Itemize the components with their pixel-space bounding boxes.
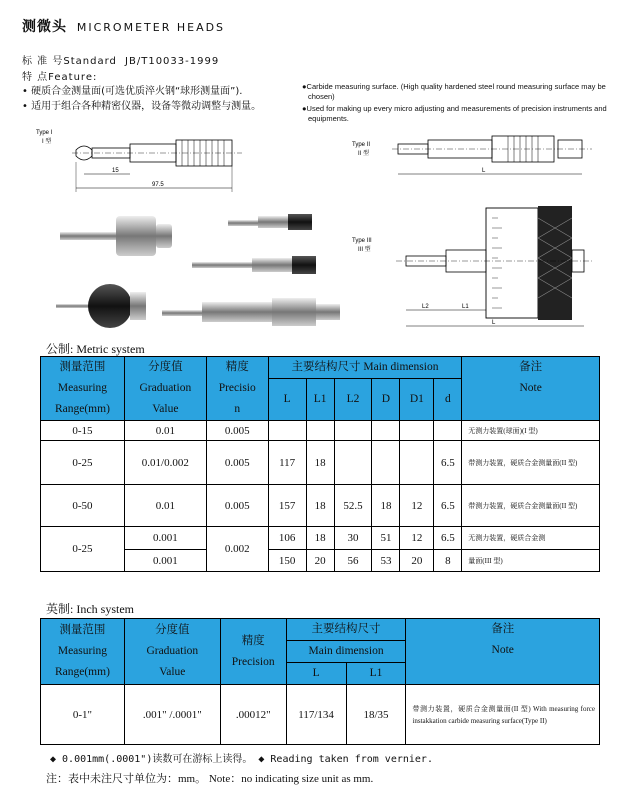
header-prec-en: Precision: [231, 655, 275, 668]
footnote-unit: 注：表中未注尺寸单位为：mm。 Note：no indicating size unit as mm.: [46, 773, 374, 785]
header-grad-en1: Graduation: [146, 645, 199, 657]
page-title: [22, 16, 225, 36]
cell-range: 0-25: [41, 527, 125, 572]
cell-grad: 0.001: [124, 527, 206, 550]
cell-note: 带测力装置，硬质合金测量面(II 型): [462, 485, 600, 527]
inch-subheader-l: L: [286, 663, 346, 685]
type2-drawing: [352, 128, 602, 188]
header-range-cn: 测量范围: [59, 361, 106, 373]
cell-d1: 12: [400, 527, 434, 550]
header-note-en: Note: [491, 644, 514, 656]
cell-prec: 0.002: [206, 527, 268, 572]
cell-d-small: 6.5: [434, 485, 462, 527]
cell-note: 带测力装置，硬质合金测量面(II 型): [462, 441, 600, 485]
cell-l: 157: [268, 485, 306, 527]
type3-dim-l2: L2: [422, 304, 429, 310]
type2-cn: II 型: [358, 151, 370, 157]
header-grad-en1: Graduation: [139, 382, 192, 394]
cell-d: 18: [372, 485, 400, 527]
metric-header-dim: 主要结构尺寸 Main dimension: [268, 357, 462, 379]
header-note-en: Note: [519, 382, 542, 394]
product-photos: [52, 210, 352, 335]
inch-header-range: [41, 619, 125, 685]
metric-caption: 公制: Metric system: [46, 342, 145, 356]
cell-note: 带测力装置，硬质合金测量面(II 型) With measuring force instakkation carbide measuring surface(Type II): [406, 685, 600, 745]
cell-d1: 20: [400, 550, 434, 572]
header-prec-cn: 精度: [241, 634, 265, 647]
metric-subheader-d-small: d: [434, 379, 462, 421]
standard-label: 标 准 号Standard: [22, 56, 117, 67]
features-cn-list: [22, 84, 261, 114]
header-prec-en2: n: [234, 403, 241, 415]
header-prec-cn: 精度: [225, 361, 249, 373]
header-grad-cn: 分度值: [148, 361, 183, 373]
header-range-en1: Measuring: [57, 645, 108, 657]
standard-value: JB/T10033-1999: [125, 56, 220, 67]
header-note-cn: 备注: [519, 361, 543, 373]
header-prec-en1: Precisio: [218, 382, 256, 394]
cell-l2: [334, 421, 372, 441]
metric-subheader-d: D: [372, 379, 400, 421]
table-row: [41, 550, 600, 572]
cell-l: 106: [268, 527, 306, 550]
cell-range: 0-15: [41, 421, 125, 441]
cell-l: 117/134: [286, 685, 346, 745]
inch-subheader-l1: L1: [346, 663, 406, 685]
type3-cn: III 型: [358, 247, 371, 253]
cell-prec: 0.005: [206, 441, 268, 485]
header-grad-en2: Value: [152, 403, 179, 415]
table-row: [41, 485, 600, 527]
cell-grad: 0.01/0.002: [124, 441, 206, 485]
cell-l: 150: [268, 550, 306, 572]
type1-drawing: [32, 122, 282, 200]
metric-header-grad: [124, 357, 206, 421]
type2-dim-l: L: [482, 168, 486, 174]
inch-header-dim-cn: 主要结构尺寸: [286, 619, 406, 641]
metric-header-note: [462, 357, 600, 421]
type3-drawing: [352, 198, 614, 336]
photo-head-1: [60, 216, 172, 256]
header-range-en2: Range(mm): [54, 666, 110, 678]
table-row: [41, 685, 600, 745]
title-en: MICROMETER HEADS: [76, 21, 226, 34]
metric-header-range: [41, 357, 125, 421]
feature-en-item: ●Carbide measuring surface. (High quality hardened steel round measuring surface may be chosen): [302, 82, 606, 101]
title-cn: 测微头: [22, 19, 67, 35]
cell-d-small: [434, 421, 462, 441]
dim-15: 15: [112, 168, 119, 174]
cell-l2: 30: [334, 527, 372, 550]
cell-l2: [334, 441, 372, 485]
cell-d1: [400, 421, 434, 441]
type3-dim-l: L: [492, 320, 496, 326]
cell-range: 0-50: [41, 485, 125, 527]
feature-cn-item: • 硬质合金测量面(可选优质淬火钢“球形测量面”).: [22, 86, 243, 97]
cell-l2: 52.5: [334, 485, 372, 527]
cell-l1: 18: [306, 485, 334, 527]
table-row: [41, 441, 600, 485]
metric-subheader-d1: D1: [400, 379, 434, 421]
cell-grad: 0.01: [124, 485, 206, 527]
inch-header-note: [406, 619, 600, 685]
cell-grad: 0.01: [124, 421, 206, 441]
cell-l1: 20: [306, 550, 334, 572]
cell-range: 0-1": [41, 685, 125, 745]
inch-caption: 英制: Inch system: [46, 602, 134, 616]
cell-d-small: 6.5: [434, 441, 462, 485]
cell-grad: 0.001: [124, 550, 206, 572]
cell-d: [372, 441, 400, 485]
inch-table: [40, 618, 600, 745]
header-grad-en2: Value: [159, 666, 186, 678]
photo-head-5: [162, 298, 340, 326]
type1-label: Type I: [36, 130, 53, 136]
cell-d-small: 8: [434, 550, 462, 572]
metric-subheader-l2: L2: [334, 379, 372, 421]
cell-l: 117: [268, 441, 306, 485]
header-grad-cn: 分度值: [155, 624, 190, 636]
cell-d1: [400, 441, 434, 485]
inch-header-grad: [124, 619, 220, 685]
type2-label: Type II: [352, 142, 371, 148]
cell-d1: 12: [400, 485, 434, 527]
inch-header-dim-en: Main dimension: [286, 641, 406, 663]
cell-note: 无测力装置(球面)(I 型): [462, 421, 600, 441]
footnote-vernier: ◆ 0.001mm(.0001")读数可在游标上读得。 ◆ Reading taken from vernier.: [50, 754, 433, 765]
cell-prec: 0.005: [206, 421, 268, 441]
cell-l1: 18/35: [346, 685, 406, 745]
cell-d: [372, 421, 400, 441]
cell-d-small: 6.5: [434, 527, 462, 550]
cell-l2: 56: [334, 550, 372, 572]
header-range-en2: Range(mm): [54, 403, 110, 415]
type1-cn: I 型: [42, 139, 52, 145]
cell-range: 0-25: [41, 441, 125, 485]
photo-head-3: [192, 256, 316, 274]
dim-975: 97.5: [152, 182, 164, 188]
table-row: [41, 527, 600, 550]
feature-cn-item: • 适用于组合各种精密仪器，设备等微动调整与测量。: [22, 101, 262, 112]
cell-prec: .00012": [220, 685, 286, 745]
cell-d: 53: [372, 550, 400, 572]
features-en-list: [302, 82, 622, 126]
cell-l1: 18: [306, 527, 334, 550]
cell-grad: .001" /.0001": [124, 685, 220, 745]
cell-prec: 0.005: [206, 485, 268, 527]
metric-subheader-l: L: [268, 379, 306, 421]
cell-note: 无测力装置，硬质合金测: [462, 527, 600, 550]
header-range-cn: 测量范围: [59, 624, 106, 636]
cell-l1: 18: [306, 441, 334, 485]
cell-l: [268, 421, 306, 441]
feature-en-item: ●Used for making up every micro adjusting and measurements of precision instruments and equipments.: [302, 104, 607, 123]
header-note-cn: 备注: [491, 623, 515, 635]
photo-head-4: [56, 284, 146, 328]
header-range-en1: Measuring: [57, 382, 108, 394]
photo-head-2: [228, 214, 312, 230]
standard-line: [22, 52, 219, 67]
metric-header-prec: [206, 357, 268, 421]
feature-label: 特 点Feature:: [22, 72, 98, 83]
metric-subheader-l1: L1: [306, 379, 334, 421]
metric-table: [40, 356, 600, 572]
type3-dim-l1: L1: [462, 304, 469, 310]
cell-note: 量面(III 型): [462, 550, 600, 572]
cell-l1: [306, 421, 334, 441]
type3-label: Type III: [352, 238, 372, 244]
cell-d: 51: [372, 527, 400, 550]
table-row: [41, 421, 600, 441]
inch-header-prec: [220, 619, 286, 685]
